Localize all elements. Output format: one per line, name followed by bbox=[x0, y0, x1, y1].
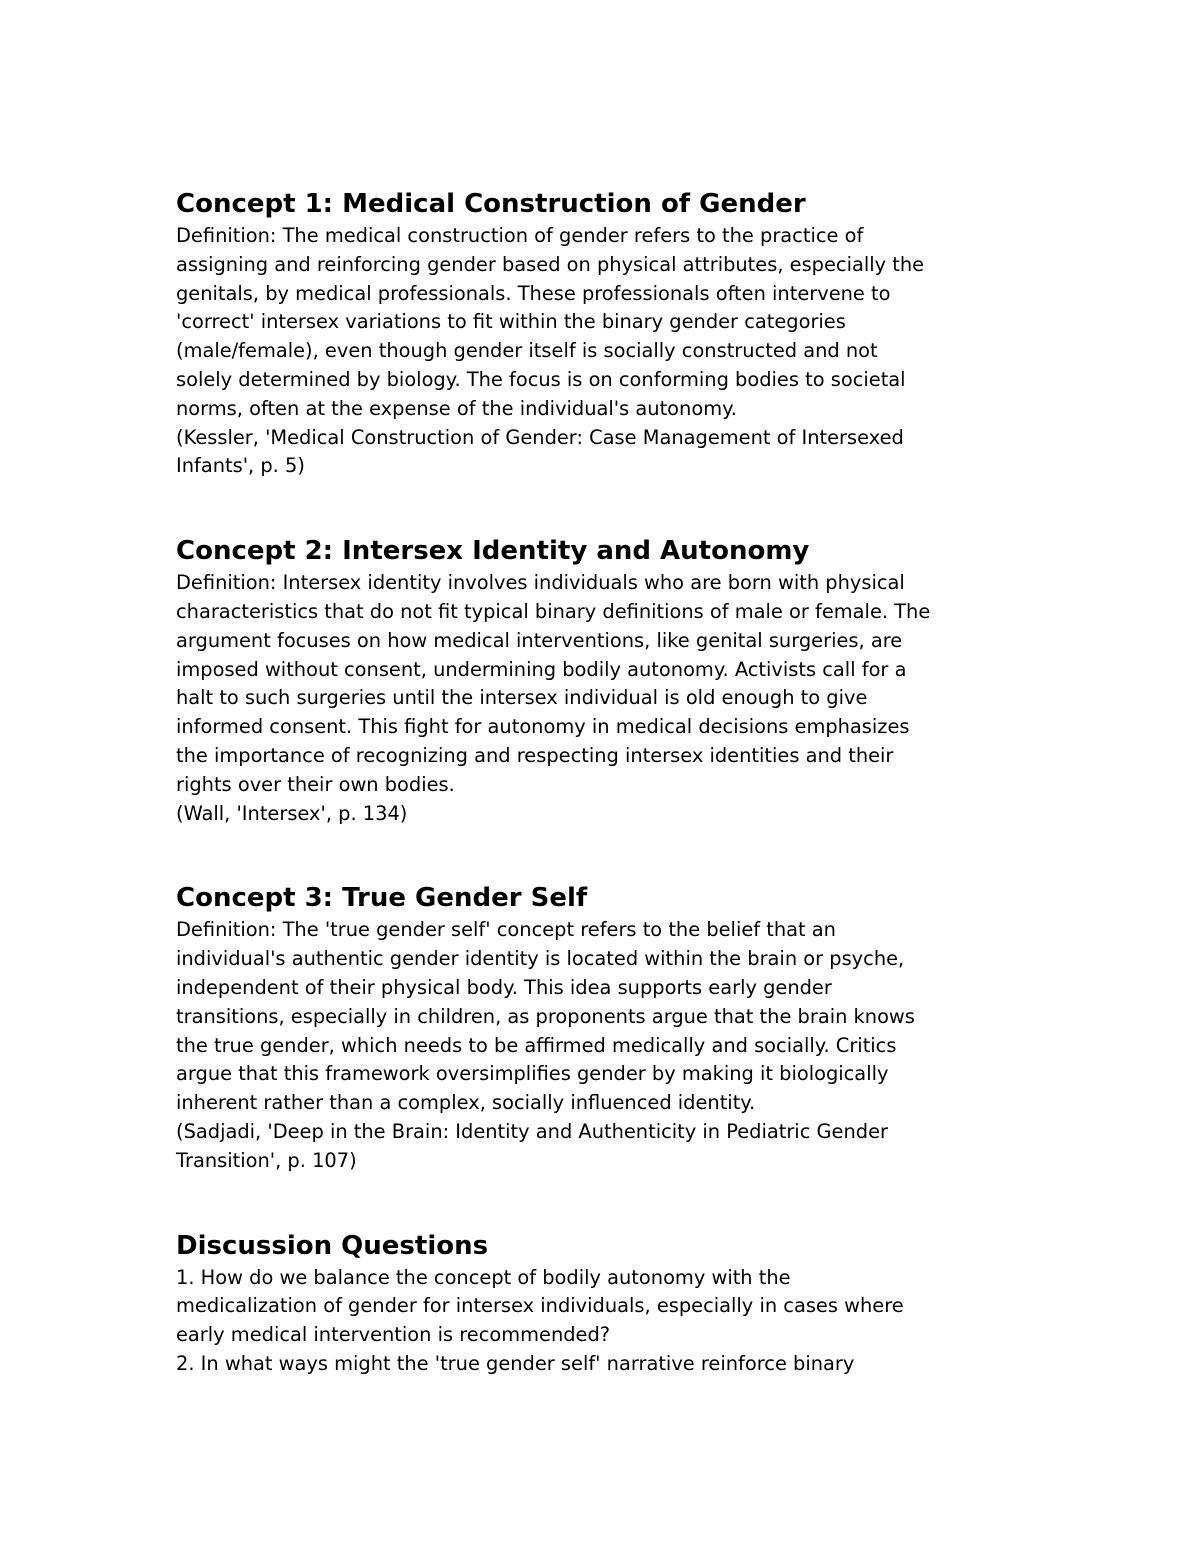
citation-line: Infants', p. 5) bbox=[176, 454, 305, 478]
section-body bbox=[176, 1264, 1036, 1379]
body-line: solely determined by biology. The focus is on conforming bodies to societal bbox=[176, 367, 906, 391]
section-body bbox=[176, 569, 1036, 828]
body-line: Definition: The medical construction of gender refers to the practice of bbox=[176, 224, 864, 247]
section-heading: Concept 1: Medical Construction of Gender bbox=[176, 189, 806, 219]
body-line: individual's authentic gender identity is located within the brain or psyche, bbox=[176, 947, 905, 971]
section-heading: Concept 3: True Gender Self bbox=[176, 883, 588, 914]
section-heading: Concept 2: Intersex Identity and Autonomy bbox=[176, 536, 810, 567]
section-body bbox=[176, 916, 1036, 1175]
body-line: rights over their own bodies. bbox=[176, 772, 455, 796]
concept-1-section bbox=[176, 186, 1036, 481]
body-line: characteristics that do not fit typical binary definitions of male or female. The bbox=[176, 599, 931, 623]
body-line: argue that this framework oversimplifies gender by making it biologically bbox=[176, 1062, 889, 1086]
body-line: the true gender, which needs to be affirmed medically and socially. Critics bbox=[176, 1033, 897, 1057]
body-line: norms, often at the expense of the individual's autonomy. bbox=[176, 396, 737, 420]
body-line: inherent rather than a complex, socially influenced identity. bbox=[176, 1091, 756, 1115]
body-line: halt to such surgeries until the intersex individual is old enough to give bbox=[176, 686, 868, 710]
discussion-questions-section bbox=[176, 1228, 1036, 1379]
citation-line: Transition', p. 107) bbox=[176, 1148, 357, 1172]
body-line: Definition: Intersex identity involves individuals who are born with physical bbox=[176, 571, 905, 595]
body-line: the importance of recognizing and respecting intersex identities and their bbox=[176, 743, 894, 767]
document-page bbox=[176, 186, 1036, 1379]
concept-3-section bbox=[176, 880, 1036, 1175]
citation-line: (Kessler, 'Medical Construction of Gender: Case Management of Intersexed bbox=[176, 425, 904, 449]
body-line: transitions, especially in children, as proponents argue that the brain knows bbox=[176, 1004, 915, 1028]
question-line: 2. In what ways might the 'true gender self' narrative reinforce binary bbox=[176, 1351, 855, 1375]
citation-line: (Sadjadi, 'Deep in the Brain: Identity and Authenticity in Pediatric Gender bbox=[176, 1119, 888, 1143]
question-line: medicalization of gender for intersex individuals, especially in cases where bbox=[176, 1294, 904, 1318]
section-body bbox=[176, 222, 1036, 481]
question-line: 1. How do we balance the concept of bodily autonomy with the bbox=[176, 1265, 791, 1289]
concept-2-section bbox=[176, 533, 1036, 828]
body-line: imposed without consent, undermining bodily autonomy. Activists call for a bbox=[176, 657, 907, 681]
section-heading: Discussion Questions bbox=[176, 1230, 489, 1261]
body-line: (male/female), even though gender itself is socially constructed and not bbox=[176, 339, 878, 363]
question-line: early medical intervention is recommended? bbox=[176, 1323, 611, 1347]
body-line: assigning and reinforcing gender based on physical attributes, especially the bbox=[176, 252, 925, 276]
body-line: informed consent. This fight for autonomy in medical decisions emphasizes bbox=[176, 715, 910, 739]
body-line: independent of their physical body. This idea supports early gender bbox=[176, 975, 832, 999]
body-line: 'correct' intersex variations to fit within the binary gender categories bbox=[176, 310, 846, 334]
body-line: argument focuses on how medical interventions, like genital surgeries, are bbox=[176, 628, 903, 652]
body-line: genitals, by medical professionals. These professionals often intervene to bbox=[176, 281, 891, 305]
citation-line: (Wall, 'Intersex', p. 134) bbox=[176, 801, 408, 825]
body-line: Definition: The 'true gender self' concept refers to the belief that an bbox=[176, 918, 836, 942]
